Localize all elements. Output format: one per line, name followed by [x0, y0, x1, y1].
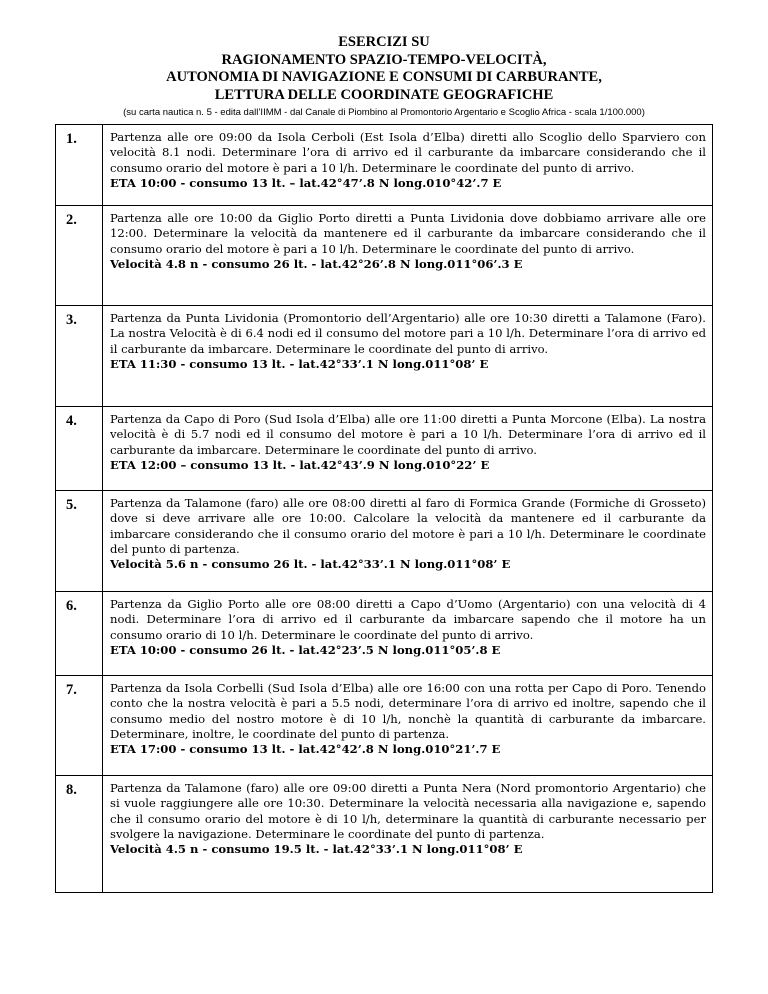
- exercise-text: Partenza da Punta Lividonia (Promontorio dell’Argentario) alle ore 10:30 diretti a Talamone (Faro). La nostra Velocità è di 6.4 nodi ed il consumo del motore pari a 10 l/h. Determinare l’ora di arrivo ed il carburante da imbarcare. Determinare le coordinate del punto di arrivo.: [110, 311, 706, 356]
- document-subtitle: (su carta nautica n. 5 - edita dall’IIMM - dal Canale di Piombino al Promontorio Argentario e Scoglio Africa - scala 1/100.000): [123, 107, 645, 118]
- exercise-row: [56, 306, 713, 407]
- exercise-solution: Velocità 5.6 n - consumo 26 lt. - lat.42°33’.1 N long.011°08’ E: [110, 557, 511, 572]
- exercise-text: Partenza alle ore 10:00 da Giglio Porto diretti a Punta Lividonia dove dobbiamo arrivare alle ore 12:00. Determinare la velocità da mantenere ed il carburante da imbarcare considerando che il consumo orario del motore è pari a 10 l/h. Determinare le coordinate del punto di arrivo.: [110, 211, 706, 256]
- exercise-number: 2.: [56, 206, 103, 306]
- title-line: AUTONOMIA DI NAVIGAZIONE E CONSUMI DI CARBURANTE,: [166, 69, 602, 85]
- exercise-row: [56, 407, 713, 491]
- exercise-number: 7.: [56, 676, 103, 776]
- title-line: LETTURA DELLE COORDINATE GEOGRAFICHE: [214, 86, 554, 103]
- exercise-text: Partenza da Giglio Porto alle ore 08:00 diretti a Capo d’Uomo (Argentario) con una velocità di 4 nodi. Determinare l’ora di arrivo ed il carburante da imbarcare sapendo che il motore ha un consumo orario di 10 l/h. Determinare le coordinate del punto di arrivo.: [110, 597, 706, 642]
- exercise-cell: [103, 592, 713, 676]
- exercise-solution: ETA 10:00 - consumo 26 lt. - lat.42°23’.5 N long.011°05’.8 E: [110, 642, 501, 657]
- exercise-solution: ETA 17:00 - consumo 13 lt. - lat.42°42’.8 N long.010°21’.7 E: [110, 742, 501, 757]
- exercise-text: Partenza da Capo di Poro (Sud Isola d’Elba) alle ore 11:00 diretti a Punta Morcone (Elba). La nostra velocità è di 5.7 nodi ed il consumo del motore è pari a 10 l/h. Determinare l’ora di arrivo ed il carburante da imbarcare. Determinare le coordinate del punto di arrivo.: [110, 412, 706, 457]
- exercise-text: Partenza da Talamone (faro) alle ore 09:00 diretti a Punta Nera (Nord promontorio Argentario) che si vuole raggiungere alle ore 10:30. Determinare la velocità necessaria alla navigazione e, sapendo che il consumo orario del motore è di 10 l/h, determinare la quantità di carburante necessario per svolgere la navigazione. Determinare le coordinate del punto di partenza.: [110, 781, 706, 841]
- exercise-cell: [103, 676, 713, 776]
- exercise-text: Partenza da Talamone (faro) alle ore 08:00 diretti al faro di Formica Grande (Formiche di Grosseto) dove si deve arrivare alle ore 10:00. Calcolare la velocità da mantenere ed il carburante da imbarcare considerando che il consumo orario del motore è pari a 10 l/h. Determinare le coordinate del punto di partenza.: [110, 496, 706, 556]
- exercise-solution: Velocità 4.5 n - consumo 19.5 lt. - lat.42°33’.1 N long.011°08’ E: [110, 842, 523, 857]
- exercise-text: Partenza da Isola Corbelli (Sud Isola d’Elba) alle ore 16:00 con una rotta per Capo di Poro. Tenendo conto che la nostra velocità è pari a 5.5 nodi, determinare l’ora di arrivo ed inoltre, sapendo che il consumo medio del nostro motore è di 10 l/h, nonchè la quantità di carburante da imbarcare. Determinare, inoltre, le coordinate del punto di partenza.: [110, 681, 706, 741]
- exercise-cell: [103, 125, 713, 206]
- exercise-number: 8.: [56, 776, 103, 893]
- exercise-cell: [103, 776, 713, 893]
- title-line: ESERCIZI SU: [338, 34, 430, 50]
- exercise-solution: ETA 11:30 - consumo 13 lt. - lat.42°33’.1 N long.011°08’ E: [110, 356, 489, 371]
- exercise-number: 6.: [56, 592, 103, 676]
- exercise-cell: [103, 306, 713, 407]
- exercise-row: [56, 592, 713, 676]
- exercise-table: [55, 124, 713, 893]
- exercise-solution: ETA 12:00 – consumo 13 lt. - lat.42°43’.9 N long.010°22’ E: [110, 457, 490, 472]
- exercise-number: 4.: [56, 407, 103, 491]
- document-title: [0, 34, 768, 104]
- exercise-cell: [103, 407, 713, 491]
- exercise-number: 1.: [56, 125, 103, 206]
- exercise-cell: [103, 206, 713, 306]
- title-line: RAGIONAMENTO SPAZIO-TEMPO-VELOCITÀ,: [221, 51, 547, 68]
- exercise-cell: [103, 491, 713, 592]
- exercise-text: Partenza alle ore 09:00 da Isola Cerboli (Est Isola d’Elba) diretti allo Scoglio dello Sparviero con velocità 8.1 nodi. Determinare l’ora di arrivo ed il carburante da imbarcare considerando che il consumo orario del motore è pari a 10 l/h. Determinare le coordinate del punto di arrivo.: [110, 130, 706, 175]
- exercise-number: 3.: [56, 306, 103, 407]
- exercise-row: [56, 125, 713, 206]
- exercise-number: 5.: [56, 491, 103, 592]
- exercise-row: [56, 776, 713, 893]
- exercise-row: [56, 676, 713, 776]
- exercise-row: [56, 491, 713, 592]
- exercise-row: [56, 206, 713, 306]
- exercise-solution: Velocità 4.8 n - consumo 26 lt. - lat.42°26’.8 N long.011°06’.3 E: [110, 256, 523, 271]
- exercise-solution: ETA 10:00 - consumo 13 lt. – lat.42°47’.8 N long.010°42’.7 E: [110, 175, 502, 190]
